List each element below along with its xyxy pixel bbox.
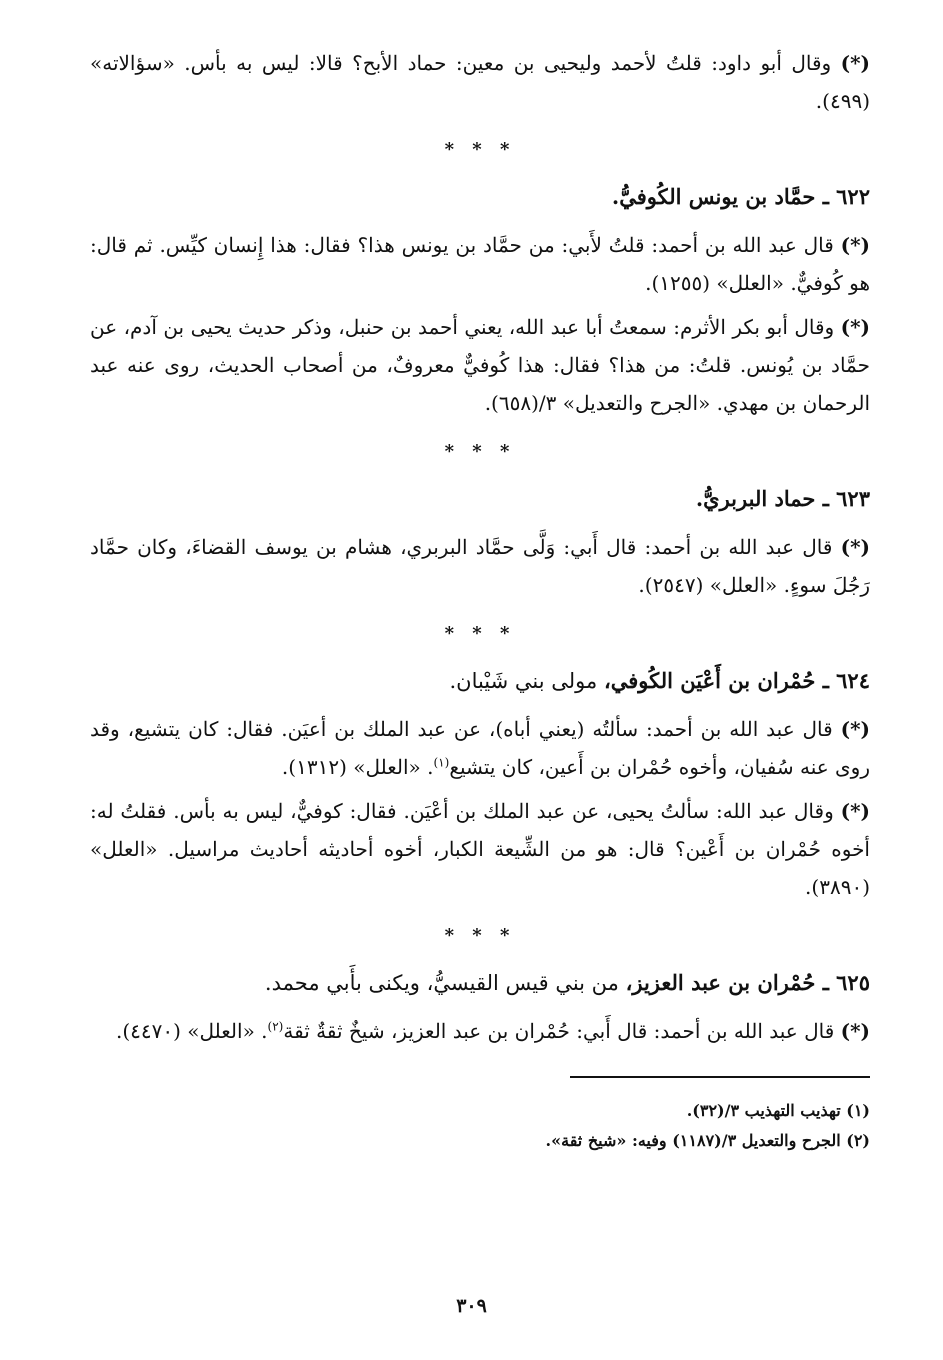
page-number: ٣٠٩ (456, 1295, 487, 1317)
section-separator: * * * (444, 925, 516, 946)
entry-subtitle: مولى بني شَيْبان. (449, 669, 604, 693)
page-body (90, 44, 870, 1156)
paragraph (90, 710, 870, 786)
entry-marker: (*) (840, 717, 870, 741)
entry-number: ٦٢٣ ـ (822, 486, 870, 511)
paragraph (90, 44, 870, 120)
paragraph-tail: . «العلل» (١٣١٢). (281, 755, 434, 779)
entry-heading (90, 178, 870, 216)
paragraph (90, 308, 870, 422)
entry-marker: (*) (840, 535, 870, 559)
entry-number: ٦٢٥ ـ (822, 970, 870, 995)
entry-name: حُمْران بن أَعْيَن الكُوفي، (603, 668, 823, 693)
entry-marker: (*) (840, 799, 870, 823)
paragraph-tail: . «العلل» (٤٤٧٠). (115, 1019, 268, 1043)
footnote: (٢) الجرح والتعديل ٣/(١١٨٧) وفيه: «شيخ ثقة». (545, 1131, 870, 1150)
paragraph-text: وقال أبو داود: قلتُ لأحمد وليحيى بن معين: حماد الأبح؟ قالا: ليس به بأس. «سؤالاته» (٤٩٩). (90, 51, 870, 113)
section-separator: * * * (444, 623, 516, 644)
entry-name: حمَّاد بن يونس الكُوفيُّ. (611, 184, 823, 209)
paragraph (90, 528, 870, 604)
entry-marker: (*) (840, 1019, 870, 1043)
section-separator: * * * (444, 441, 516, 462)
entry-marker: (*) (840, 233, 870, 257)
entry-subtitle: من بني قيس القيسيُّ، ويكنى بأَبي محمد. (264, 971, 626, 995)
entry-name: حماد البربريُّ. (695, 486, 823, 511)
footnote-ref[interactable]: (١) (433, 755, 450, 770)
footnote-divider (570, 1076, 870, 1078)
entry-heading (90, 662, 870, 700)
paragraph-text: وقال أبو بكر الأثرم: سمعتُ أبا عبد الله، يعني أحمد بن حنبل، وذكر حديث يحيى بن آدم، عن حمَّاد بن يُونس. قلتُ: من هذا؟ فقال: هذا كُوفيٌّ معروفٌ، من أصحاب الحديث، روى عنه عبد الرحمان بن مهدي. «الجرح والتعديل» ٣/(٦٥٨). (90, 315, 870, 415)
entry-number: ٦٢٢ ـ (822, 184, 870, 209)
entry-heading (90, 480, 870, 518)
paragraph-text: قال عبد الله بن أحمد: قلتُ لأَبي: من حمَّاد بن يونس هذا؟ فقال: هذا إِنسان كيِّس. ثم قال: هو كُوفيٌّ. «العلل» (١٢٥٥). (90, 233, 870, 295)
footnote: (١) تهذيب التهذيب ٣/(٣٢). (686, 1101, 870, 1120)
paragraph-text: وقال عبد الله: سألتُ يحيى، عن عبد الملك بن أعْيَن. فقال: كوفيٌّ، ليس به بأس. فقلتُ له: أخوه حُمْران بن أَعْين؟ قال: هو من الشِّيعة الكبار، أخوه أحاديثه أحاديث مراسيل. «العلل» (٣٨٩٠). (90, 799, 870, 899)
entry-name: حُمْران بن عبد العزيز، (625, 970, 823, 995)
paragraph (90, 226, 870, 302)
paragraph-text: قال عبد الله بن أحمد: سألتُه (يعني أباه)، عن عبد الملك بن أعيَن. فقال: كان يتشيع، وقد روى عنه سُفيان، وأخوه حُمْران بن أَعين، كان يتشيع (90, 717, 870, 779)
section-separator: * * * (444, 139, 516, 160)
paragraph (90, 792, 870, 906)
entry-marker: (*) (840, 315, 870, 339)
paragraph-text: قال عبد الله بن أحمد: قال أَبي: وَلَّى حمَّاد البربري، هشام بن يوسف القضاءَ، وكان حمَّاد رَجُلَ سوءٍ. «العلل» (٢٥٤٧). (90, 535, 870, 597)
entry-heading (90, 964, 870, 1002)
paragraph-text: قال عبد الله بن أحمد: قال أَبي: حُمْران بن عبد العزيز، شيخٌ ثقةٌ ثقة (283, 1019, 841, 1043)
footnote-ref[interactable]: (٢) (267, 1019, 284, 1034)
entry-number: ٦٢٤ ـ (822, 668, 870, 693)
paragraph (90, 1012, 870, 1050)
entry-marker: (*) (840, 51, 870, 75)
